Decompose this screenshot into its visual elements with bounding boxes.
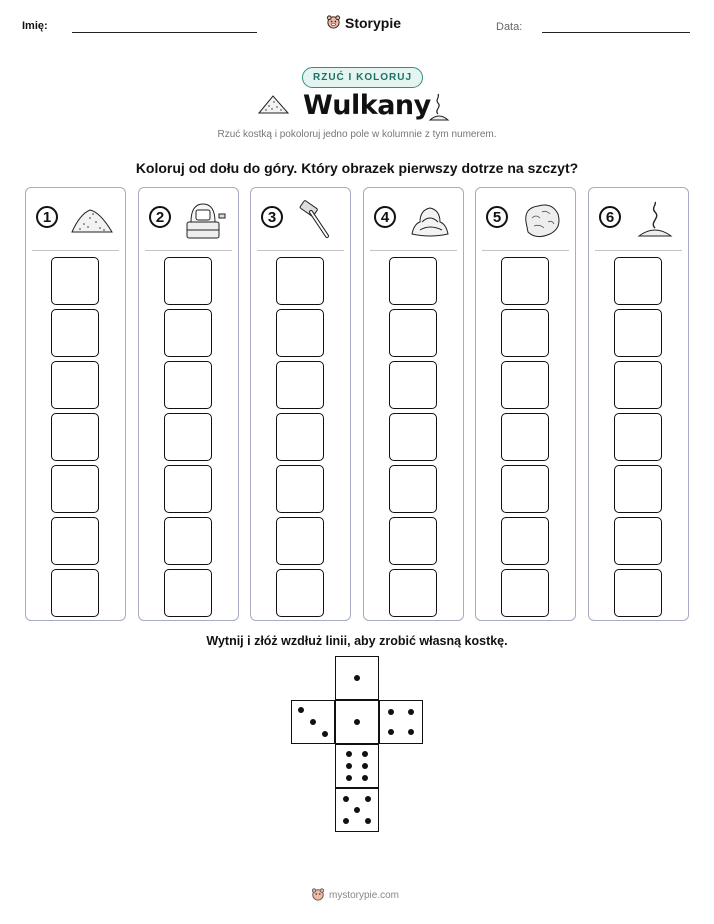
date-field[interactable]: [542, 32, 690, 33]
bear-icon: [326, 14, 341, 32]
color-cell[interactable]: [164, 361, 212, 409]
die-face-6: [335, 744, 379, 788]
die-face-3: [291, 700, 335, 744]
page-title: Wulkany: [303, 90, 431, 121]
color-cell[interactable]: [51, 569, 99, 617]
die-pip: [388, 729, 394, 735]
column-number: 4: [374, 206, 396, 228]
color-cell[interactable]: [389, 361, 437, 409]
column-4: [363, 187, 464, 621]
color-cell[interactable]: [389, 517, 437, 565]
color-cell[interactable]: [276, 257, 324, 305]
name-field[interactable]: [72, 32, 257, 33]
hammer-icon: [295, 200, 339, 240]
color-cell[interactable]: [501, 465, 549, 513]
die-pip: [343, 818, 349, 824]
color-cell[interactable]: [389, 569, 437, 617]
color-cell[interactable]: [614, 569, 662, 617]
subtitle: Rzuć kostką i pokoloruj jedno pole w kolumnie z tym numerem.: [217, 129, 497, 140]
lava-mound-icon: [408, 200, 452, 240]
ash-pile-icon: [70, 200, 114, 240]
column-number: 2: [149, 206, 171, 228]
color-cell[interactable]: [51, 465, 99, 513]
die-pip: [322, 731, 328, 737]
lab-oven-icon: [183, 200, 227, 240]
die-pip: [343, 796, 349, 802]
color-cell[interactable]: [51, 309, 99, 357]
column-number: 6: [599, 206, 621, 228]
color-cell[interactable]: [501, 569, 549, 617]
column-3: [250, 187, 351, 621]
column-number: 1: [36, 206, 58, 228]
color-cell[interactable]: [614, 517, 662, 565]
die-pip: [408, 709, 414, 715]
color-cell[interactable]: [501, 413, 549, 461]
ash-pile-title-icon: [257, 92, 291, 121]
color-cell[interactable]: [389, 413, 437, 461]
die-face-1: [335, 700, 379, 744]
color-cell[interactable]: [614, 361, 662, 409]
footer: [311, 887, 399, 904]
color-cell[interactable]: [501, 309, 549, 357]
date-label: Data:: [496, 21, 523, 33]
column-divider: [370, 250, 457, 251]
column-number: 5: [486, 206, 508, 228]
color-cell[interactable]: [51, 257, 99, 305]
footer-url[interactable]: mystorypie.com: [329, 890, 400, 901]
brand-name: Storypie: [345, 15, 402, 31]
color-cell[interactable]: [276, 309, 324, 357]
die-face-5: [335, 788, 379, 832]
coloring-instruction: Koloruj od dołu do góry. Który obrazek pierwszy dotrze na szczyt?: [135, 160, 579, 176]
color-cell[interactable]: [501, 517, 549, 565]
column-divider: [482, 250, 569, 251]
color-cell[interactable]: [51, 413, 99, 461]
die-pip: [310, 719, 316, 725]
column-5: [475, 187, 576, 621]
column-divider: [145, 250, 232, 251]
column-divider: [595, 250, 682, 251]
die-face-1: [335, 656, 379, 700]
color-cell[interactable]: [276, 413, 324, 461]
color-cell[interactable]: [276, 569, 324, 617]
color-cell[interactable]: [164, 309, 212, 357]
die-pip: [298, 707, 304, 713]
die-pip: [362, 751, 368, 757]
color-cell[interactable]: [164, 413, 212, 461]
dice-instruction: Wytnij i złóż wzdłuż linii, aby zrobić własną kostkę.: [206, 634, 508, 648]
die-pip: [362, 763, 368, 769]
color-cell[interactable]: [389, 309, 437, 357]
color-cell[interactable]: [276, 465, 324, 513]
die-pip: [354, 675, 360, 681]
die-pip: [346, 775, 352, 781]
color-cell[interactable]: [51, 361, 99, 409]
die-pip: [354, 807, 360, 813]
color-cell[interactable]: [164, 569, 212, 617]
name-label: Imię:: [22, 20, 48, 32]
column-6: [588, 187, 689, 621]
color-cell[interactable]: [276, 361, 324, 409]
color-cell[interactable]: [164, 465, 212, 513]
smoke-title-icon: [428, 92, 450, 127]
color-cell[interactable]: [614, 413, 662, 461]
die-pip: [362, 775, 368, 781]
color-cell[interactable]: [501, 257, 549, 305]
color-cell[interactable]: [614, 309, 662, 357]
smoke-vent-icon: [633, 200, 677, 240]
die-pip: [365, 796, 371, 802]
color-cell[interactable]: [389, 465, 437, 513]
column-divider: [257, 250, 344, 251]
color-cell[interactable]: [164, 517, 212, 565]
color-cell[interactable]: [164, 257, 212, 305]
die-pip: [346, 751, 352, 757]
die-pip: [408, 729, 414, 735]
column-number: 3: [261, 206, 283, 228]
color-cell[interactable]: [276, 517, 324, 565]
die-face-4: [379, 700, 423, 744]
color-cell[interactable]: [501, 361, 549, 409]
color-cell[interactable]: [51, 517, 99, 565]
bear-icon: [311, 887, 325, 904]
die-pip: [346, 763, 352, 769]
die-pip: [354, 719, 360, 725]
column-2: [138, 187, 239, 621]
die-pip: [388, 709, 394, 715]
volcanic-rock-icon: [520, 200, 564, 240]
color-cell[interactable]: [389, 257, 437, 305]
brand-logo: [326, 14, 401, 32]
activity-badge: RZUĆ I KOLORUJ: [302, 67, 423, 88]
color-cell[interactable]: [614, 465, 662, 513]
column-divider: [32, 250, 119, 251]
die-pip: [365, 818, 371, 824]
color-cell[interactable]: [614, 257, 662, 305]
column-1: [25, 187, 126, 621]
